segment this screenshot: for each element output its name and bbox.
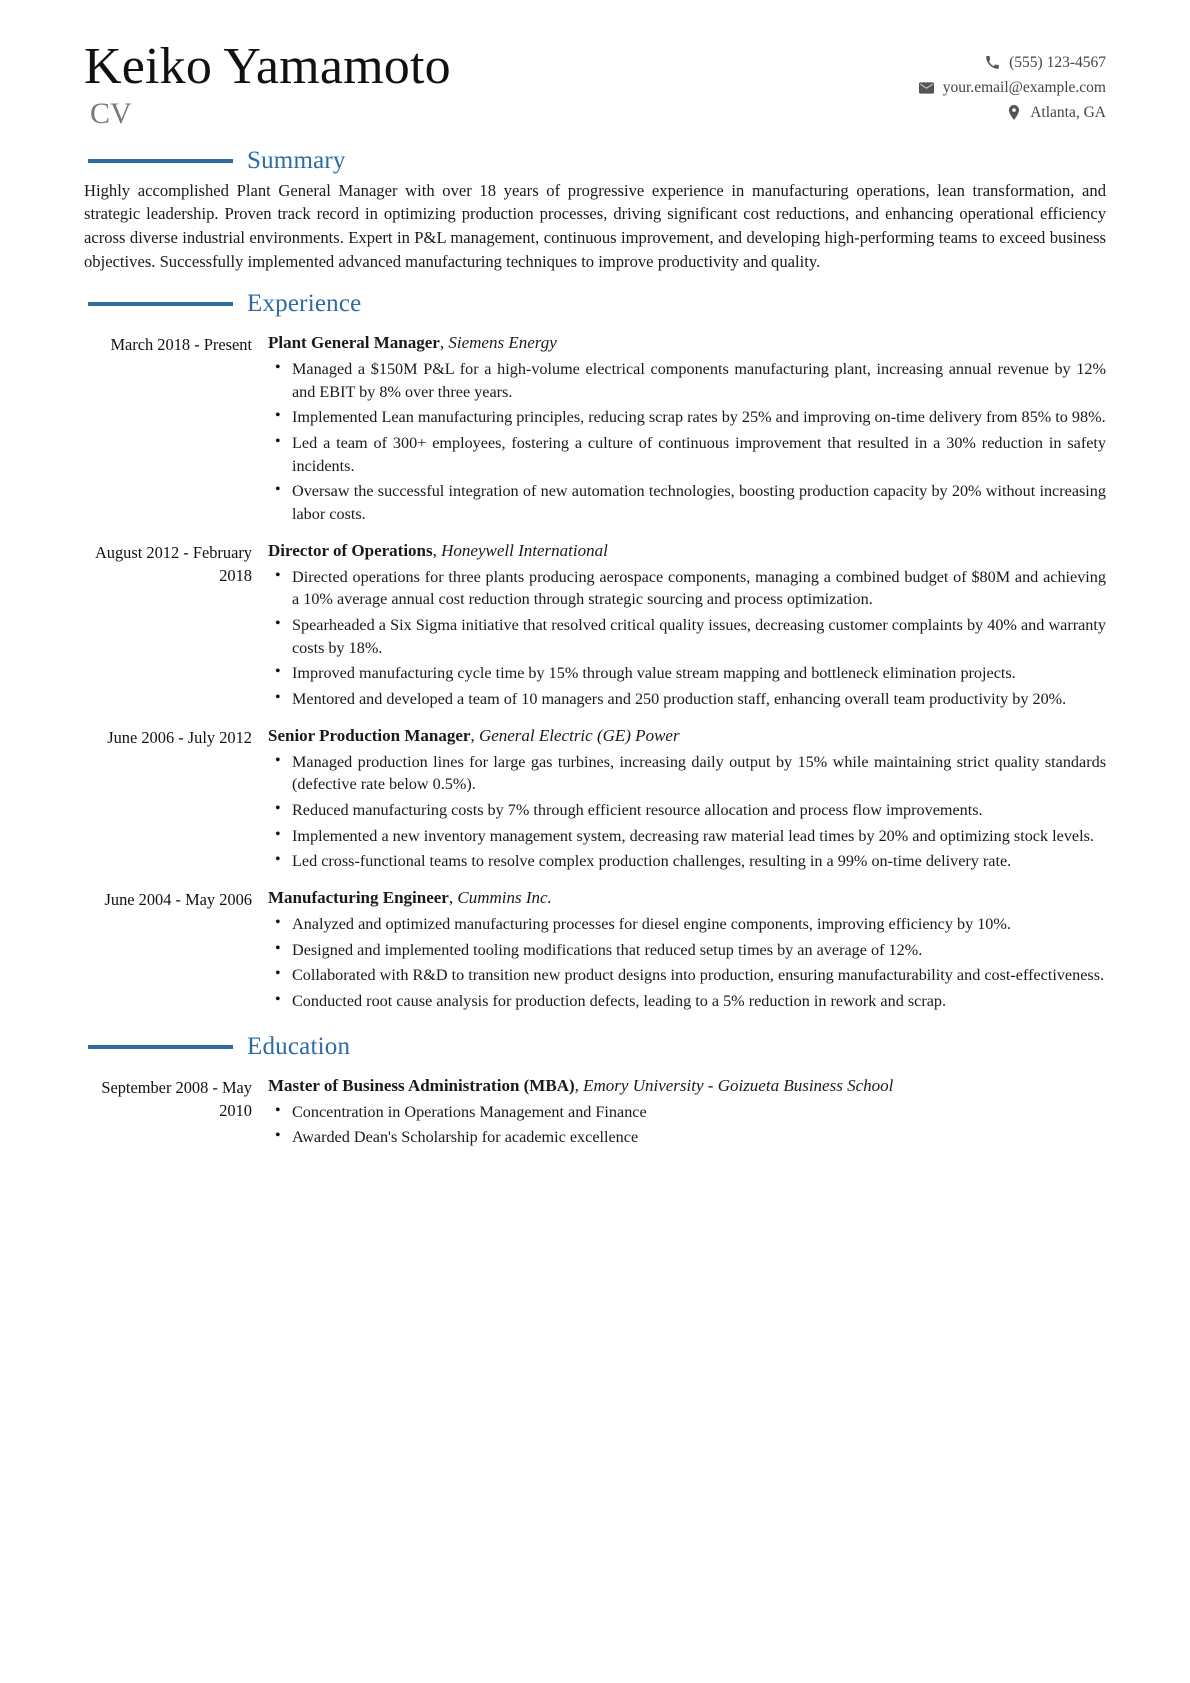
entry-bullets [268, 358, 1106, 526]
section-title-education: Education [247, 1032, 351, 1060]
list-item: • Designed and implemented tooling modifications that reduced setup times by an average of 12%. [268, 939, 1106, 962]
contact-location-text: Atlanta, GA [1030, 104, 1106, 122]
list-item: • Reduced manufacturing costs by 7% through efficient resource allocation and process flow improvements. [268, 799, 1106, 822]
entry-dates: March 2018 - Present [110, 335, 252, 355]
entry-title [268, 725, 1106, 748]
entry-separator: , [574, 1075, 584, 1095]
entry-separator: , [470, 725, 479, 745]
name-block [84, 38, 451, 131]
list-item: • Managed a $150M P&L for a high-volume electrical components manufacturing plant, increasing annual revenue by 12% and EBIT by 8% over three years. [268, 358, 1106, 403]
list-item: • Led a team of 300+ employees, fostering a culture of continuous improvement that resulted in a 30% reduction in safety incidents. [268, 432, 1106, 477]
email-icon [919, 80, 934, 95]
experience-entry [84, 887, 1106, 1013]
entry-dates: June 2006 - July 2012 [107, 727, 252, 747]
list-item: • Conducted root cause analysis for production defects, leading to a 5% reduction in rework and scrap. [268, 990, 1106, 1013]
contact-phone-text: (555) 123-4567 [1009, 54, 1106, 71]
entry-separator: , [432, 540, 442, 560]
experience-entry [84, 725, 1106, 873]
entry-bullets [268, 751, 1106, 873]
contact-email-text: your.email@example.com [942, 79, 1106, 97]
list-item: • Concentration in Operations Management and Finance [268, 1101, 1106, 1124]
entry-title [268, 887, 1106, 910]
list-item: • Mentored and developed a team of 10 managers and 250 production staff, enhancing overall team productivity by 20%. [268, 688, 1106, 711]
list-item: • Analyzed and optimized manufacturing processes for diesel engine components, improving efficiency by 10%. [268, 913, 1106, 936]
entry-separator: , [439, 333, 449, 353]
section-title-experience: Experience [247, 290, 362, 318]
list-item: • Oversaw the successful integration of new automation technologies, boosting production capacity by 20% without increasing labor costs. [268, 480, 1106, 525]
section-heading-experience [84, 290, 1106, 318]
experience-entry [84, 332, 1106, 526]
section-title-summary: Summary [247, 146, 346, 174]
contact-location [919, 100, 1106, 125]
phone-icon [985, 55, 1000, 70]
entry-degree: Master of Business Administration (MBA) [268, 1075, 575, 1095]
section-heading-education [84, 1033, 1106, 1061]
entry-body [268, 725, 1106, 873]
document-subtitle: CV [90, 96, 132, 130]
entry-dates: September 2008 - May 2010 [101, 1077, 252, 1120]
entry-role: Senior Production Manager [268, 725, 471, 745]
entry-body [268, 540, 1106, 711]
contact-block [919, 38, 1106, 125]
section-heading-summary [84, 147, 1106, 175]
entry-body [268, 887, 1106, 1013]
list-item: • Awarded Dean's Scholarship for academic excellence [268, 1126, 1106, 1149]
entry-title [268, 332, 1106, 355]
list-item: • Improved manufacturing cycle time by 15% through value stream mapping and bottleneck elimination projects. [268, 662, 1106, 685]
entry-role: Director of Operations [268, 540, 433, 560]
list-item: • Implemented a new inventory management system, decreasing raw material lead times by 20% and optimizing stock levels. [268, 825, 1106, 848]
list-item: • Collaborated with R&D to transition new product designs into production, ensuring manufacturability and cost-effectiveness. [268, 964, 1106, 987]
entry-title [268, 540, 1106, 563]
contact-email [919, 75, 1106, 100]
list-item: • Managed production lines for large gas turbines, increasing daily output by 15% while maintaining strict quality standards (defective rate below 0.5%). [268, 751, 1106, 796]
entry-separator: , [448, 887, 458, 907]
entry-role: Manufacturing Engineer [268, 887, 449, 907]
entry-organization: Honeywell International [441, 540, 608, 560]
entry-organization: General Electric (GE) Power [478, 725, 680, 745]
section-rule [88, 302, 233, 306]
cv-header [84, 38, 1106, 131]
entry-organization: Cummins Inc. [457, 887, 552, 907]
list-item: • Spearheaded a Six Sigma initiative that resolved critical quality issues, decreasing customer complaints by 40% and warranty costs by 18%. [268, 614, 1106, 659]
entry-dates: August 2012 - February 2018 [94, 542, 252, 585]
location-pin-icon [1006, 105, 1021, 120]
education-entry [84, 1075, 1106, 1149]
entry-title [268, 1075, 1106, 1098]
entry-body [268, 332, 1106, 526]
list-item: • Led cross-functional teams to resolve complex production challenges, resulting in a 99% on-time delivery rate. [268, 850, 1106, 873]
list-item: • Implemented Lean manufacturing principles, reducing scrap rates by 25% and improving on-time delivery from 85% to 98%. [268, 406, 1106, 429]
entry-bullets [268, 1101, 1106, 1149]
entry-body [268, 1075, 1106, 1149]
section-rule [88, 159, 233, 163]
entry-role: Plant General Manager [268, 333, 440, 353]
list-item: • Directed operations for three plants producing aerospace components, managing a combined budget of $80M and achieving a 10% average annual cost reduction through strategic sourcing and process optimization. [268, 566, 1106, 611]
entry-dates: June 2004 - May 2006 [104, 889, 252, 909]
entry-institution: Emory University - Goizueta Business School [583, 1075, 894, 1095]
contact-phone [919, 50, 1106, 75]
experience-entry [84, 540, 1106, 711]
summary-text: Highly accomplished Plant General Manager with over 18 years of progressive experience in manufacturing operations, lean transformation, and strategic leadership. Proven track record in optimizing production processes, driving significant cost reductions, and enhancing operational efficiency across diverse industrial environments. Expert in P&L management, continuous improvement, and developing high-performing teams to exceed business objectives. Successfully implemented advanced manufacturing techniques to improve productivity and quality. [84, 180, 1106, 271]
page-title: Keiko Yamamoto [84, 38, 451, 95]
section-rule [88, 1045, 233, 1049]
entry-bullets [268, 566, 1106, 711]
entry-bullets [268, 913, 1106, 1013]
entry-organization: Siemens Energy [448, 333, 557, 353]
